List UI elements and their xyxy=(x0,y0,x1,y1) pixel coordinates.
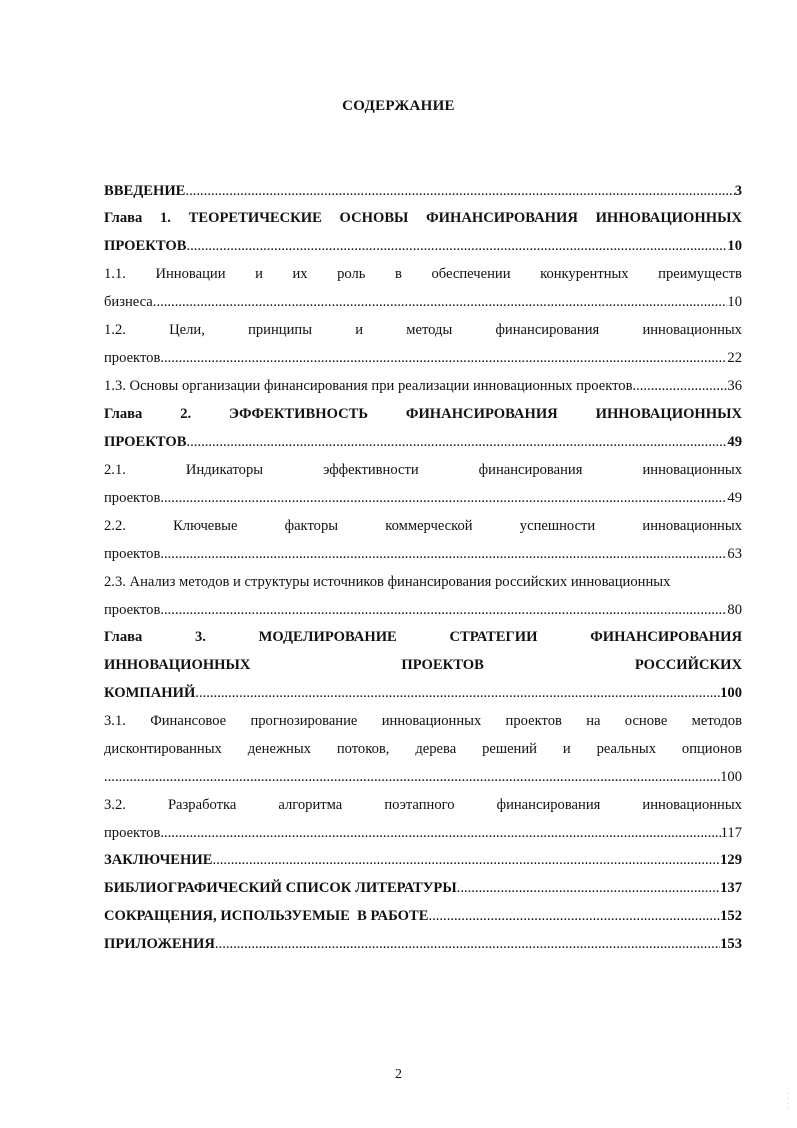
toc-word: инновационных xyxy=(642,797,742,813)
toc-entry-s23-line2 xyxy=(104,600,742,620)
toc-word: Ключевые xyxy=(173,518,238,534)
toc-word: ПРОЕКТОВ xyxy=(401,657,484,673)
toc-word: проектов xyxy=(505,713,562,729)
toc-label: проектов xyxy=(104,546,161,562)
toc-word: инновационных xyxy=(642,462,742,478)
toc-page: 100 xyxy=(720,769,742,785)
toc-entry-s22-line1 xyxy=(104,516,742,536)
toc-word: ИННОВАЦИОННЫХ xyxy=(595,406,742,422)
toc-word: успешности xyxy=(519,518,596,534)
toc-word: денежных xyxy=(247,741,311,757)
toc-word: ФИНАНСИРОВАНИЯ xyxy=(590,629,742,645)
toc-entry-s31-line1 xyxy=(104,711,742,731)
page-number: 2 xyxy=(395,1067,402,1082)
toc-entry-ch3-line3 xyxy=(104,683,742,703)
toc-page: 3 xyxy=(734,183,742,199)
toc-word: конкурентных xyxy=(540,266,629,282)
page-title: СОДЕРЖАНИЕ xyxy=(342,98,455,114)
toc-label: бизнеса xyxy=(104,294,153,310)
toc-leader xyxy=(160,544,727,564)
toc-page: 129 xyxy=(720,852,742,868)
toc-entry-bibliography xyxy=(104,878,742,898)
toc-word: Глава xyxy=(104,406,143,422)
toc-page: 49 xyxy=(727,434,742,450)
toc-word: роль xyxy=(337,266,366,282)
toc-page: 49 xyxy=(727,490,742,506)
toc-leader xyxy=(160,600,727,620)
toc-word: ИННОВАЦИОННЫХ xyxy=(595,210,742,226)
toc-page: 100 xyxy=(720,685,742,701)
toc-entry-s31-line3 xyxy=(104,767,742,787)
toc-label: ВВЕДЕНИЕ xyxy=(104,183,186,199)
toc-word: потоков, xyxy=(336,741,390,757)
toc-word: ИННОВАЦИОННЫХ xyxy=(104,657,251,673)
toc-label: проектов xyxy=(104,350,161,366)
toc-label: ПРОЕКТОВ xyxy=(104,434,187,450)
toc-word: принципы xyxy=(248,322,313,338)
toc-word: инновационных xyxy=(642,518,742,534)
toc-entry-s32-line1 xyxy=(104,795,742,815)
toc-label: проектов xyxy=(104,825,161,841)
toc-entry-abbreviations xyxy=(104,906,742,926)
toc-entry-ch3-line2 xyxy=(104,655,742,675)
toc-word: коммерческой xyxy=(385,518,473,534)
toc-leader xyxy=(215,934,720,954)
toc-word: дисконтированных xyxy=(104,741,222,757)
toc-entry-s11-line1 xyxy=(104,264,742,284)
toc-word: эффективности xyxy=(323,462,419,478)
toc-entry-ch1-line1 xyxy=(104,208,742,228)
toc-word: инновационных xyxy=(381,713,482,729)
toc-word: решений xyxy=(482,741,537,757)
toc-word: 1. xyxy=(160,210,171,226)
toc-word: и xyxy=(255,266,263,282)
toc-word: Разработка xyxy=(167,797,237,813)
toc-entry-s12-line1 xyxy=(104,320,742,340)
toc-leader xyxy=(104,767,720,787)
toc-word: 3. xyxy=(194,629,206,645)
toc-label: 1.3. Основы организации финансирования при реализации инновационных проектов xyxy=(104,378,633,394)
toc-word: преимуществ xyxy=(658,266,742,282)
toc-entry-s31-line2 xyxy=(104,739,742,759)
toc-entry-conclusion xyxy=(104,850,742,870)
toc-word: ФИНАНСИРОВАНИЯ xyxy=(405,406,558,422)
toc-word: ФИНАНСИРОВАНИЯ xyxy=(426,210,578,226)
toc-entry-s23-line1: 2.3. Анализ методов и структуры источников финансирования российских инновационных xyxy=(104,574,671,590)
toc-word: 3.2. xyxy=(104,797,126,813)
toc-leader xyxy=(153,292,728,312)
toc-label: ПРОЕКТОВ xyxy=(104,238,187,254)
toc-word: Индикаторы xyxy=(185,462,264,478)
toc-word: 2.1. xyxy=(104,462,126,478)
toc-leader xyxy=(428,906,720,926)
toc-entry-s13 xyxy=(104,376,742,396)
toc-word: финансирования xyxy=(478,462,583,478)
toc-word: и xyxy=(562,741,571,757)
toc-entry-s21-line1 xyxy=(104,460,742,480)
toc-leader xyxy=(160,823,720,843)
toc-page: 137 xyxy=(720,880,742,896)
toc-page: 10 xyxy=(727,294,742,310)
toc-word: 1.2. xyxy=(104,322,126,338)
toc-leader xyxy=(160,488,727,508)
toc-word: методы xyxy=(406,322,453,338)
toc-page: 36 xyxy=(727,378,742,394)
toc-leader xyxy=(195,683,720,703)
toc-label: проектов xyxy=(104,602,161,618)
toc-label: КОМПАНИЙ xyxy=(104,685,196,701)
toc-word: Глава xyxy=(104,629,143,645)
toc-word: прогнозирование xyxy=(250,713,358,729)
toc-word: СТРАТЕГИИ xyxy=(449,629,538,645)
toc-word: 1.1. xyxy=(104,266,126,282)
toc-entry-s32-line2 xyxy=(104,823,742,843)
toc-word: факторы xyxy=(284,518,339,534)
toc-word: ОСНОВЫ xyxy=(339,210,409,226)
toc-entry-appendices xyxy=(104,934,742,954)
toc-page: 152 xyxy=(720,908,742,924)
toc-entry-s22-line2 xyxy=(104,544,742,564)
toc-entry-ch3-line1 xyxy=(104,627,742,647)
toc-word: Цели, xyxy=(169,322,205,338)
toc-page: 153 xyxy=(720,936,742,952)
toc-leader xyxy=(457,878,720,898)
toc-page: 117 xyxy=(720,825,742,841)
toc-label: БИБЛИОГРАФИЧЕСКИЙ СПИСОК ЛИТЕРАТУРЫ xyxy=(104,880,457,896)
toc-word: финансирования xyxy=(496,797,601,813)
toc-word: основе xyxy=(624,713,668,729)
toc-word: 3.1. xyxy=(104,713,126,729)
toc-word: обеспечении xyxy=(431,266,511,282)
toc-word: Инновации xyxy=(155,266,226,282)
toc-word: Финансовое xyxy=(150,713,227,729)
toc-label: СОКРАЩЕНИЯ, ИСПОЛЬЗУЕМЫЕ В РАБОТЕ xyxy=(104,908,429,924)
toc-entry-s11-line2 xyxy=(104,292,742,312)
toc-word: дерева xyxy=(415,741,457,757)
toc-label: проектов xyxy=(104,490,161,506)
toc-entry-ch1-line2 xyxy=(104,236,742,256)
toc-word: 2.2. xyxy=(104,518,126,534)
toc-page: 22 xyxy=(727,350,742,366)
toc-word: на xyxy=(586,713,601,729)
toc-label: ЗАКЛЮЧЕНИЕ xyxy=(104,852,213,868)
toc-word: методов xyxy=(691,713,742,729)
toc-leader xyxy=(186,432,727,452)
toc-word: МОДЕЛИРОВАНИЕ xyxy=(258,629,397,645)
toc-page: 63 xyxy=(727,546,742,562)
toc-word: ЭФФЕКТИВНОСТЬ xyxy=(229,406,369,422)
toc-word: опционов xyxy=(681,741,742,757)
toc-leader xyxy=(212,850,720,870)
toc-word: ТЕОРЕТИЧЕСКИЕ xyxy=(188,210,322,226)
toc-word: 2. xyxy=(180,406,192,422)
toc-label: ПРИЛОЖЕНИЯ xyxy=(104,936,215,952)
toc-word: РОССИЙСКИХ xyxy=(634,657,742,673)
toc-entry-ch2-line1 xyxy=(104,404,742,424)
toc-entry-ch2-line2 xyxy=(104,432,742,452)
toc-word: и xyxy=(355,322,364,338)
scan-edge-mark: · · · · xyxy=(787,1091,789,1112)
toc-leader xyxy=(632,376,727,396)
toc-word: поэтапного xyxy=(384,797,455,813)
toc-word: инновационных xyxy=(642,322,742,338)
toc-word: в xyxy=(395,266,402,282)
toc-entry-s21-line2 xyxy=(104,488,742,508)
toc-word: финансирования xyxy=(495,322,600,338)
toc-entry-s12-line2 xyxy=(104,348,742,368)
toc-leader xyxy=(186,236,727,256)
toc-leader xyxy=(160,348,727,368)
toc-word: их xyxy=(292,266,308,282)
toc-word: Глава xyxy=(104,210,143,226)
toc-word: алгоритма xyxy=(278,797,343,813)
toc-page: 80 xyxy=(727,602,742,618)
toc-word: реальных xyxy=(596,741,656,757)
toc-page: 10 xyxy=(727,238,742,254)
toc-entry-intro xyxy=(104,181,742,201)
toc-leader xyxy=(185,181,734,201)
